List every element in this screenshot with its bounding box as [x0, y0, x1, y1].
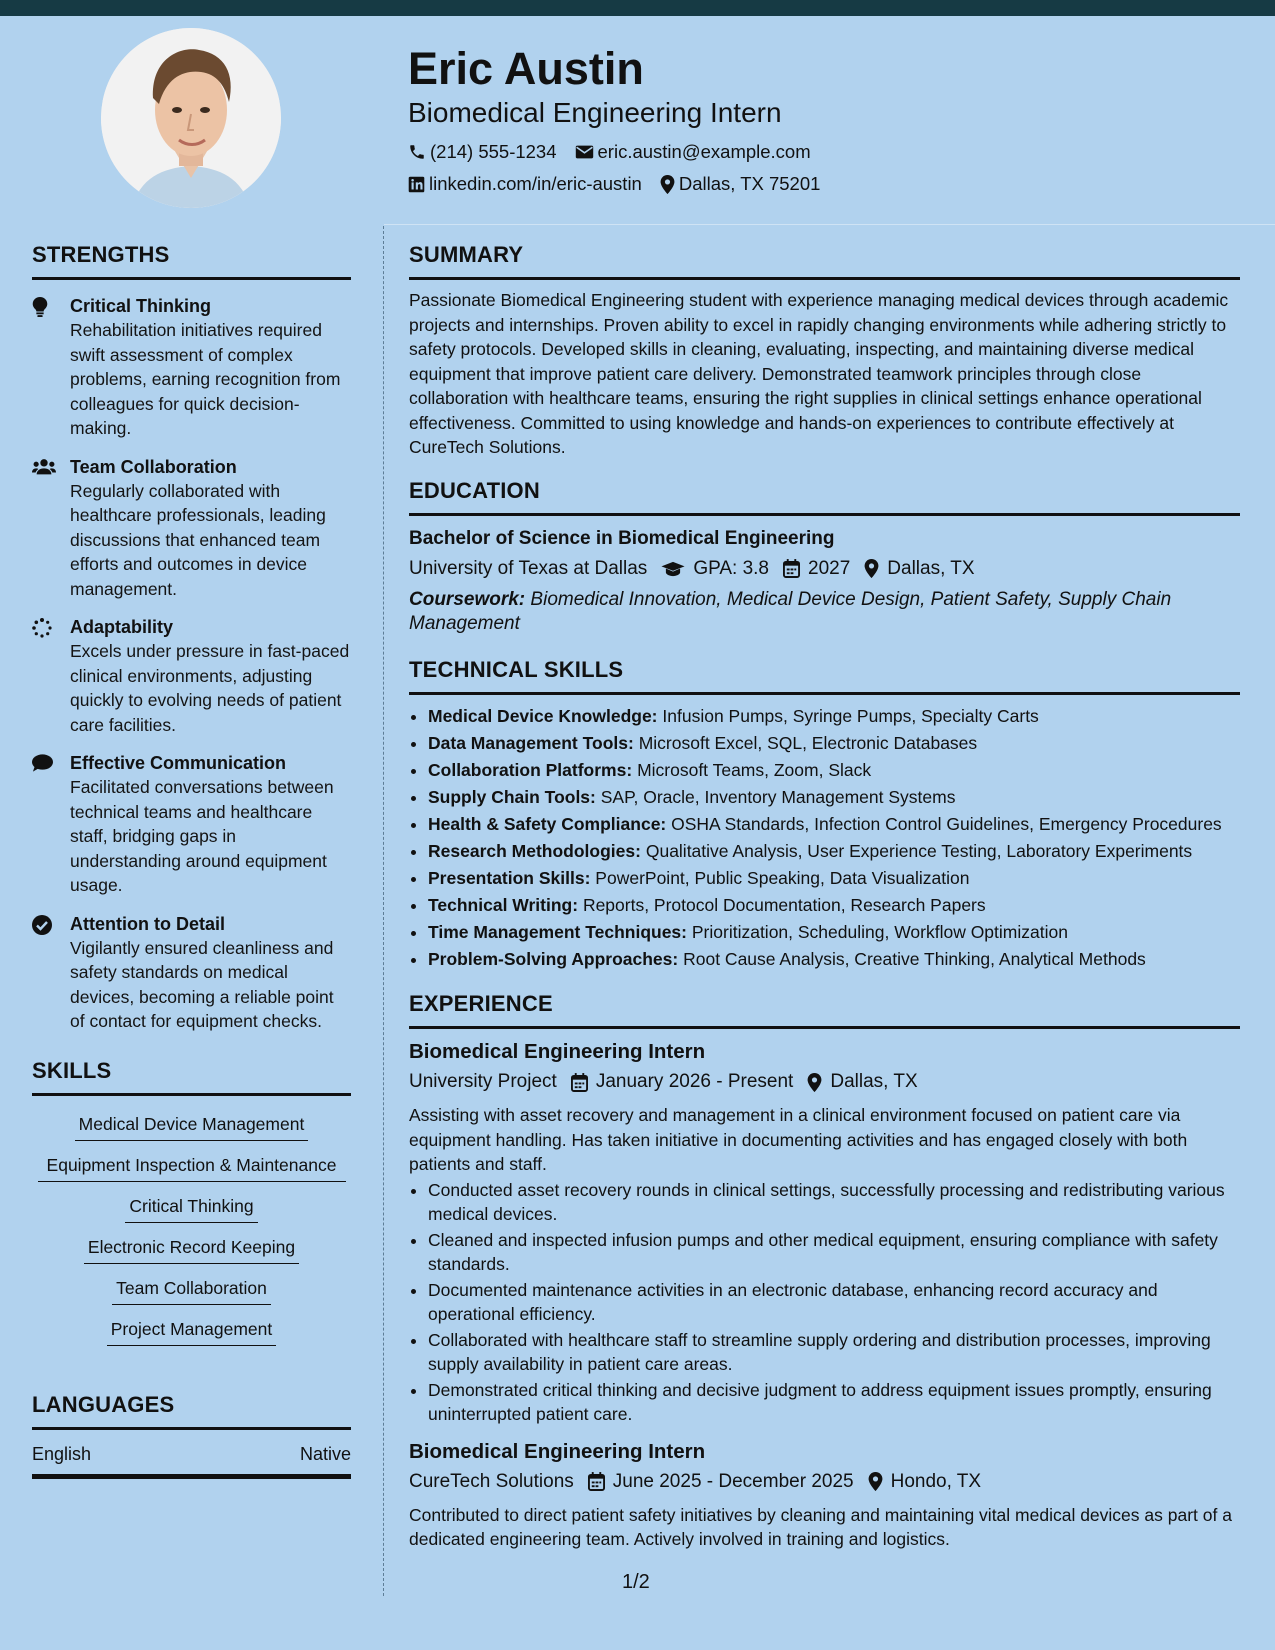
- skills-list: [32, 1106, 351, 1352]
- job-dates: [588, 1467, 854, 1497]
- education-gpa: [661, 554, 769, 584]
- strength-item: [32, 615, 351, 737]
- coursework-list: Biomedical Innovation, Medical Device Design, Patient Safety, Supply Chain Management: [409, 588, 1172, 634]
- calendar-icon: [588, 1472, 605, 1491]
- skill-label: Time Management Techniques:: [428, 922, 687, 942]
- strengths-heading: STRENGTHS: [32, 238, 351, 280]
- strength-title: Adaptability: [70, 617, 174, 637]
- users-icon: [32, 458, 56, 476]
- location-contact: [660, 168, 821, 200]
- strength-desc: Rehabilitation initiatives required swift assessment of complex problems, earning recognition from colleagues for quick decision-making.: [70, 320, 341, 438]
- skill-value: Reports, Protocol Documentation, Research Papers: [582, 895, 986, 915]
- list-item: • Cleaned and inspected infusion pumps and other medical equipment, ensuring compliance with safety standards.: [428, 1228, 1240, 1277]
- envelope-icon: [575, 144, 594, 160]
- skill-label: Technical Writing:: [428, 895, 579, 915]
- phone-icon: [408, 143, 426, 161]
- skill-tag: Project Management: [107, 1311, 276, 1346]
- job-bullets: [409, 1178, 1240, 1427]
- location-text: Dallas, TX 75201: [678, 173, 821, 194]
- strength-title: Effective Communication: [70, 753, 287, 773]
- job-location: [807, 1067, 917, 1097]
- strength-item: [32, 294, 351, 441]
- map-marker-icon: [807, 1073, 822, 1092]
- skill-value: PowerPoint, Public Speaking, Data Visualization: [595, 868, 970, 888]
- experience-heading: EXPERIENCE: [409, 987, 1240, 1029]
- list-item: [428, 757, 1240, 784]
- skill-label: Research Methodologies:: [428, 841, 641, 861]
- education-meta: [409, 554, 1240, 584]
- education-year-text: 2027: [808, 557, 851, 579]
- skill-label: Collaboration Platforms:: [428, 759, 633, 780]
- candidate-title: Biomedical Engineering Intern: [408, 97, 782, 128]
- strength-item: [32, 751, 351, 898]
- skill-tag: Equipment Inspection & Maintenance: [38, 1147, 346, 1182]
- coursework: [409, 588, 1240, 637]
- column-divider: [383, 226, 384, 1596]
- skills-heading: SKILLS: [32, 1054, 351, 1096]
- skill-value: Root Cause Analysis, Creative Thinking, Analytical Methods: [683, 949, 1146, 969]
- phone-contact[interactable]: [408, 136, 557, 168]
- linkedin-icon: [408, 176, 425, 193]
- skill-label: Medical Device Knowledge:: [428, 705, 658, 726]
- strength-title: Team Collaboration: [70, 456, 237, 477]
- skill-tag: Medical Device Management: [75, 1106, 309, 1141]
- summary-heading: SUMMARY: [409, 238, 1240, 280]
- skill-label: Health & Safety Compliance:: [428, 813, 667, 834]
- list-item: [428, 865, 1240, 892]
- job-org: CureTech Solutions: [409, 1470, 574, 1492]
- strength-desc: Excels under pressure in fast-paced clinical environments, adjusting quickly to evolving needs of patient care facilities.: [70, 641, 350, 735]
- education-location-text: Dallas, TX: [887, 557, 975, 579]
- technical-skills-list: [409, 703, 1240, 974]
- header-divider: [384, 224, 1275, 225]
- resume-header: [408, 42, 1228, 200]
- skill-value: OSHA Standards, Infection Control Guidelines, Emergency Procedures: [671, 813, 1222, 834]
- job-location: [868, 1467, 981, 1497]
- calendar-icon: [783, 559, 800, 578]
- list-item: • Collaborated with healthcare staff to streamline supply ordering and distribution processes, improving supply availability in patient care areas.: [428, 1328, 1240, 1377]
- strength-title: Attention to Detail: [70, 913, 225, 934]
- graduation-cap-icon: [661, 561, 685, 577]
- job-org: University Project: [409, 1071, 557, 1092]
- contact-row-1: [408, 136, 1228, 168]
- education-school: University of Texas at Dallas: [409, 557, 648, 579]
- job-description: Assisting with asset recovery and management in a clinical environment focused on patient care via equipment handling. Has taken initiative in documenting activities and has engaged closely with both patients and staff.: [409, 1105, 1188, 1174]
- list-item: [428, 812, 1240, 837]
- phone-text: (214) 555-1234: [430, 141, 557, 162]
- education-gpa-text: GPA: 3.8: [693, 557, 769, 579]
- calendar-icon: [571, 1073, 588, 1092]
- skill-label: Problem-Solving Approaches:: [428, 949, 679, 969]
- left-column: [32, 238, 351, 1479]
- list-item: [428, 919, 1240, 946]
- skill-label: Supply Chain Tools:: [428, 786, 596, 807]
- skill-tag: Electronic Record Keeping: [84, 1229, 299, 1264]
- map-marker-icon: [660, 175, 675, 194]
- job-title: Biomedical Engineering Intern: [409, 1439, 706, 1463]
- skill-label: Presentation Skills:: [428, 868, 591, 888]
- job-description: Contributed to direct patient safety initiatives by cleaning and maintaining vital medical devices as part of a dedicated engineering team. Actively involved in training and logistics.: [409, 1504, 1232, 1549]
- language-level: Native: [299, 1443, 351, 1464]
- strength-desc: Facilitated conversations between technical teams and healthcare staff, bridging gaps in understanding around equipment usage.: [70, 777, 334, 895]
- list-item: [428, 784, 1240, 811]
- skill-value: Infusion Pumps, Syringe Pumps, Specialty Carts: [662, 705, 1039, 726]
- job-meta: [409, 1467, 1240, 1497]
- education-heading: EDUCATION: [409, 474, 1240, 516]
- linkedin-contact[interactable]: [408, 168, 642, 200]
- list-item: • Demonstrated critical thinking and decisive judgment to address equipment issues promptly, ensuring uninterrupted patient care.: [428, 1378, 1240, 1427]
- avatar: [101, 28, 281, 208]
- email-text: eric.austin@example.com: [597, 141, 811, 162]
- language-name: English: [32, 1443, 92, 1464]
- education-year: [783, 554, 850, 584]
- strength-title: Critical Thinking: [70, 296, 212, 316]
- job-meta: [409, 1067, 1240, 1097]
- strength-desc: Vigilantly ensured cleanliness and safety standards on medical devices, becoming a reliable point of contact for equipment checks.: [70, 937, 334, 1031]
- list-item: [428, 892, 1240, 919]
- top-bar: [0, 0, 1275, 16]
- page-number: 1/2: [622, 1571, 650, 1593]
- job-title: Biomedical Engineering Intern: [409, 1040, 706, 1063]
- skill-value: Prioritization, Scheduling, Workflow Optimization: [691, 922, 1068, 942]
- check-circle-icon: [32, 915, 52, 935]
- linkedin-text: linkedin.com/in/eric-austin: [429, 173, 642, 194]
- comment-icon: [32, 754, 53, 772]
- map-marker-icon: [864, 559, 879, 578]
- list-item: [428, 730, 1240, 757]
- skill-value: Qualitative Analysis, User Experience Testing, Laboratory Experiments: [645, 841, 1193, 861]
- strength-item: [32, 912, 351, 1034]
- skill-tag: Team Collaboration: [112, 1270, 271, 1305]
- right-column: [409, 238, 1240, 1552]
- list-item: [428, 703, 1240, 730]
- job-location-text: Dallas, TX: [830, 1071, 918, 1092]
- job-location-text: Hondo, TX: [890, 1470, 982, 1492]
- technical-skills-heading: TECHNICAL SKILLS: [409, 653, 1240, 695]
- map-marker-icon: [868, 1472, 883, 1491]
- skill-value: SAP, Oracle, Inventory Management Systems: [600, 786, 956, 807]
- profile-photo: [101, 28, 281, 208]
- lightbulb-icon: [32, 297, 48, 317]
- candidate-name: Eric Austin: [408, 43, 644, 94]
- education-location: [864, 554, 974, 584]
- summary-text: Passionate Biomedical Engineering student with experience managing medical devices through academic projects and internships. Proven ability to excel in rapidly changing environments while adhering strictly to safety protocols. Developed skills in cleaning, evaluating, inspecting, and maintaining diverse medical equipment that improve patient care delivery. Demonstrated teamwork principles through close collaboration with healthcare teams, ensuring the right supplies in clinical settings enhance operational effectiveness. Committed to using knowledge and hands-on experiences to contribute effectively at CureTech Solutions.: [409, 290, 1229, 457]
- languages-heading: LANGUAGES: [32, 1388, 351, 1430]
- job-dates: [571, 1067, 794, 1097]
- strength-item: [32, 455, 351, 602]
- job-dates-text: June 2025 - December 2025: [612, 1470, 854, 1492]
- language-row: [32, 1430, 351, 1479]
- skill-value: Microsoft Excel, SQL, Electronic Databases: [638, 732, 978, 753]
- list-item: [428, 946, 1240, 973]
- contact-row-2: [408, 168, 1228, 200]
- list-item: • Documented maintenance activities in an electronic database, enhancing record accuracy and operational efficiency.: [428, 1278, 1240, 1327]
- spinner-icon: [32, 618, 52, 638]
- strength-desc: Regularly collaborated with healthcare professionals, leading discussions that enhanced team efforts and outcomes in device management.: [70, 480, 326, 599]
- skill-tag: Critical Thinking: [125, 1188, 257, 1223]
- list-item: [428, 838, 1240, 865]
- skill-label: Data Management Tools:: [428, 732, 634, 753]
- job-dates-text: January 2026 - Present: [595, 1071, 794, 1092]
- list-item: • Conducted asset recovery rounds in clinical settings, successfully processing and redistributing various medical devices.: [428, 1178, 1240, 1227]
- education-degree: Bachelor of Science in Biomedical Engineering: [409, 527, 835, 549]
- skill-value: Microsoft Teams, Zoom, Slack: [637, 759, 872, 780]
- coursework-label: Coursework:: [409, 588, 526, 610]
- email-contact[interactable]: [575, 136, 811, 168]
